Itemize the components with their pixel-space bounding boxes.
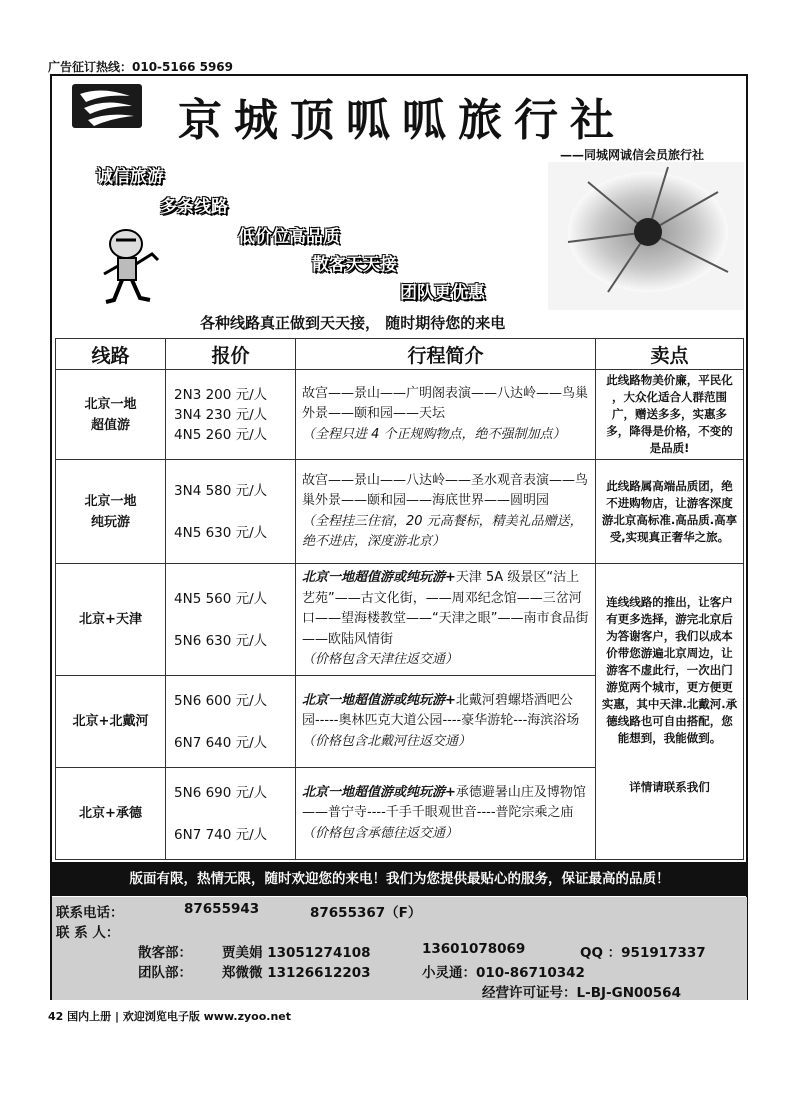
tagline: 各种线路真正做到天天接， 随时期待您的来电 — [200, 314, 506, 332]
price-line: 3N4 580 元/人 — [174, 482, 268, 499]
price-cell — [166, 564, 296, 676]
dept-individual-label: 散客部： — [138, 945, 192, 961]
itinerary-lead: 北京一地超值游或纯玩游+ — [302, 784, 456, 800]
itinerary-cell: 故宫——景山——广明阁表演——八达岭——鸟巢外景——颐和园——天坛 （全程只进 4 个正规购物点，绝不强制加点） — [296, 370, 596, 460]
table-header-row — [56, 339, 744, 370]
itinerary-cell: 北京一地超值游或纯玩游+天津 5A 级景区“沽上艺苑”——古文化街，——周邓纪念馆——三岔河口——望海楼教堂——“天津之眼”——南市食品街——欧陆风情街 （价格包含天津往返交通） — [296, 564, 596, 676]
table-row — [56, 460, 744, 564]
price-line: 4N5 630 元/人 — [174, 524, 268, 541]
itinerary-note: （全程挂三住宿，20 元高餐标，精美礼品赠送，绝不进店，深度游北京） — [302, 513, 583, 549]
price-line: 4N5 260 元/人 — [174, 426, 268, 443]
itinerary-note: （价格包含天津往返交通） — [302, 652, 459, 668]
itinerary-note: （价格包含北戴河往返交通） — [302, 733, 472, 749]
flower-illustration — [548, 162, 744, 310]
price-line: 2N3 200 元/人 — [174, 386, 268, 403]
flower-icon — [548, 162, 744, 310]
table-row — [56, 564, 744, 676]
slogan-3: 低价位高品质 — [238, 227, 340, 247]
dept-individual-phone2: 13601078069 — [422, 941, 526, 957]
promo-banner: 版面有限，热情无限，随时欢迎您的来电！我们为您提供最贴心的服务，保证最高的品质！ — [52, 862, 747, 896]
agency-title: 京城顶呱呱旅行社 — [178, 95, 626, 146]
agency-logo — [72, 84, 142, 128]
robot-icon — [92, 226, 164, 306]
price-line: 6N7 740 元/人 — [174, 826, 268, 843]
price-line: 5N6 690 元/人 — [174, 784, 268, 801]
header-selling-point: 卖点 — [596, 339, 744, 370]
header-price: 报价 — [166, 339, 296, 370]
member-note: ——同城网诚信会员旅行社 — [560, 148, 705, 162]
contact-us-note: 详情请联系我们 — [629, 780, 710, 794]
route-cell: 北京+北戴河 — [56, 676, 166, 768]
itinerary-cell: 故宫——景山——八达岭——圣水观音表演——鸟巢外景——颐和园——海底世界——圆明园 （全程挂三住宿，20 元高餐标，精美礼品赠送，绝不进店，深度游北京） — [296, 460, 596, 564]
itinerary-lead: 北京一地超值游或纯玩游+ — [302, 692, 456, 708]
dept-group-person: 郑微微 13126612203 — [222, 965, 371, 981]
phone-2: 87655367（F） — [310, 905, 422, 921]
price-line: 3N4 230 元/人 — [174, 406, 268, 423]
itinerary-lead: 北京一地超值游或纯玩游+ — [302, 570, 456, 586]
price-line: 4N5 560 元/人 — [174, 590, 268, 607]
route-cell: 北京+承德 — [56, 768, 166, 860]
slogan-4: 散客天天接 — [312, 255, 397, 275]
phone-label: 联系电话： — [56, 905, 124, 921]
phone-1: 87655943 — [184, 901, 260, 917]
table-row — [56, 370, 744, 460]
slogan-1: 诚信旅游 — [96, 167, 164, 187]
xiaolingtong-phone: 小灵通：010-86710342 — [422, 965, 585, 981]
slogan-5: 团队更优惠 — [400, 283, 485, 303]
robot-mascot-illustration — [92, 226, 164, 306]
slogan-2: 多条线路 — [160, 197, 228, 217]
price-line: 6N7 640 元/人 — [174, 734, 268, 751]
header-itinerary: 行程简介 — [296, 339, 596, 370]
route-cell: 北京一地 超值游 — [56, 370, 166, 460]
ad-hotline: 广告征订热线：010-5166 5969 — [48, 60, 234, 74]
swirl-logo-icon — [72, 84, 142, 128]
route-table — [55, 338, 744, 860]
price-line: 5N6 630 元/人 — [174, 632, 268, 649]
price-line: 5N6 600 元/人 — [174, 692, 268, 709]
dept-individual-person: 贾美娟 13051274108 — [222, 945, 371, 961]
contact-panel — [52, 897, 747, 1000]
itinerary-cell: 北京一地超值游或纯玩游+承德避暑山庄及博物馆——普宁寺----千手千眼观世音----普陀宗乘之庙 （价格包含承德往返交通） — [296, 768, 596, 860]
combined-selling-point-cell: 连线线路的推出，让客户有更多选择，游完北京后为答谢客户，我们以成本价带您游遍北京周边，让游客不虚此行，一次出门游览两个城市，更方便更实惠，其中天津.北戴河.承德线路也可自由搭配，您能想到，我能做到。 详情请联系我们 — [596, 564, 744, 860]
route-cell: 北京一地 纯玩游 — [56, 460, 166, 564]
contact-person-label: 联 系 人： — [56, 925, 120, 941]
selling-point-cell: 此线路物美价廉，平民化 ，大众化适合人群范围广，赠送多多，实惠多多，降得是价格，不变的是品质! — [596, 370, 744, 460]
itinerary-note: （全程只进 4 个正规购物点，绝不强制加点） — [302, 426, 566, 442]
itinerary-note: （价格包含承德往返交通） — [302, 825, 459, 841]
dept-group-label: 团队部： — [138, 965, 192, 981]
price-cell — [166, 370, 296, 460]
route-cell: 北京+天津 — [56, 564, 166, 676]
page-footer: 42 国内上册 | 欢迎浏览电子版 www.zyoo.net — [48, 1010, 292, 1023]
itinerary-cell: 北京一地超值游或纯玩游+北戴河碧螺塔酒吧公园-----奥林匹克大道公园----豪华游轮---海滨浴场 （价格包含北戴河往返交通） — [296, 676, 596, 768]
price-cell — [166, 768, 296, 860]
price-cell — [166, 460, 296, 564]
selling-point-cell: 此线路属高端品质团，绝不进购物店，让游客深度游北京高标准.高品质.高享受,实现真正奢华之旅。 — [596, 460, 744, 564]
license-number: 经营许可证号：L-BJ-GN00564 — [482, 985, 681, 1001]
header-route: 线路 — [56, 339, 166, 370]
price-cell — [166, 676, 296, 768]
qq-number: QQ ：951917337 — [580, 945, 706, 961]
